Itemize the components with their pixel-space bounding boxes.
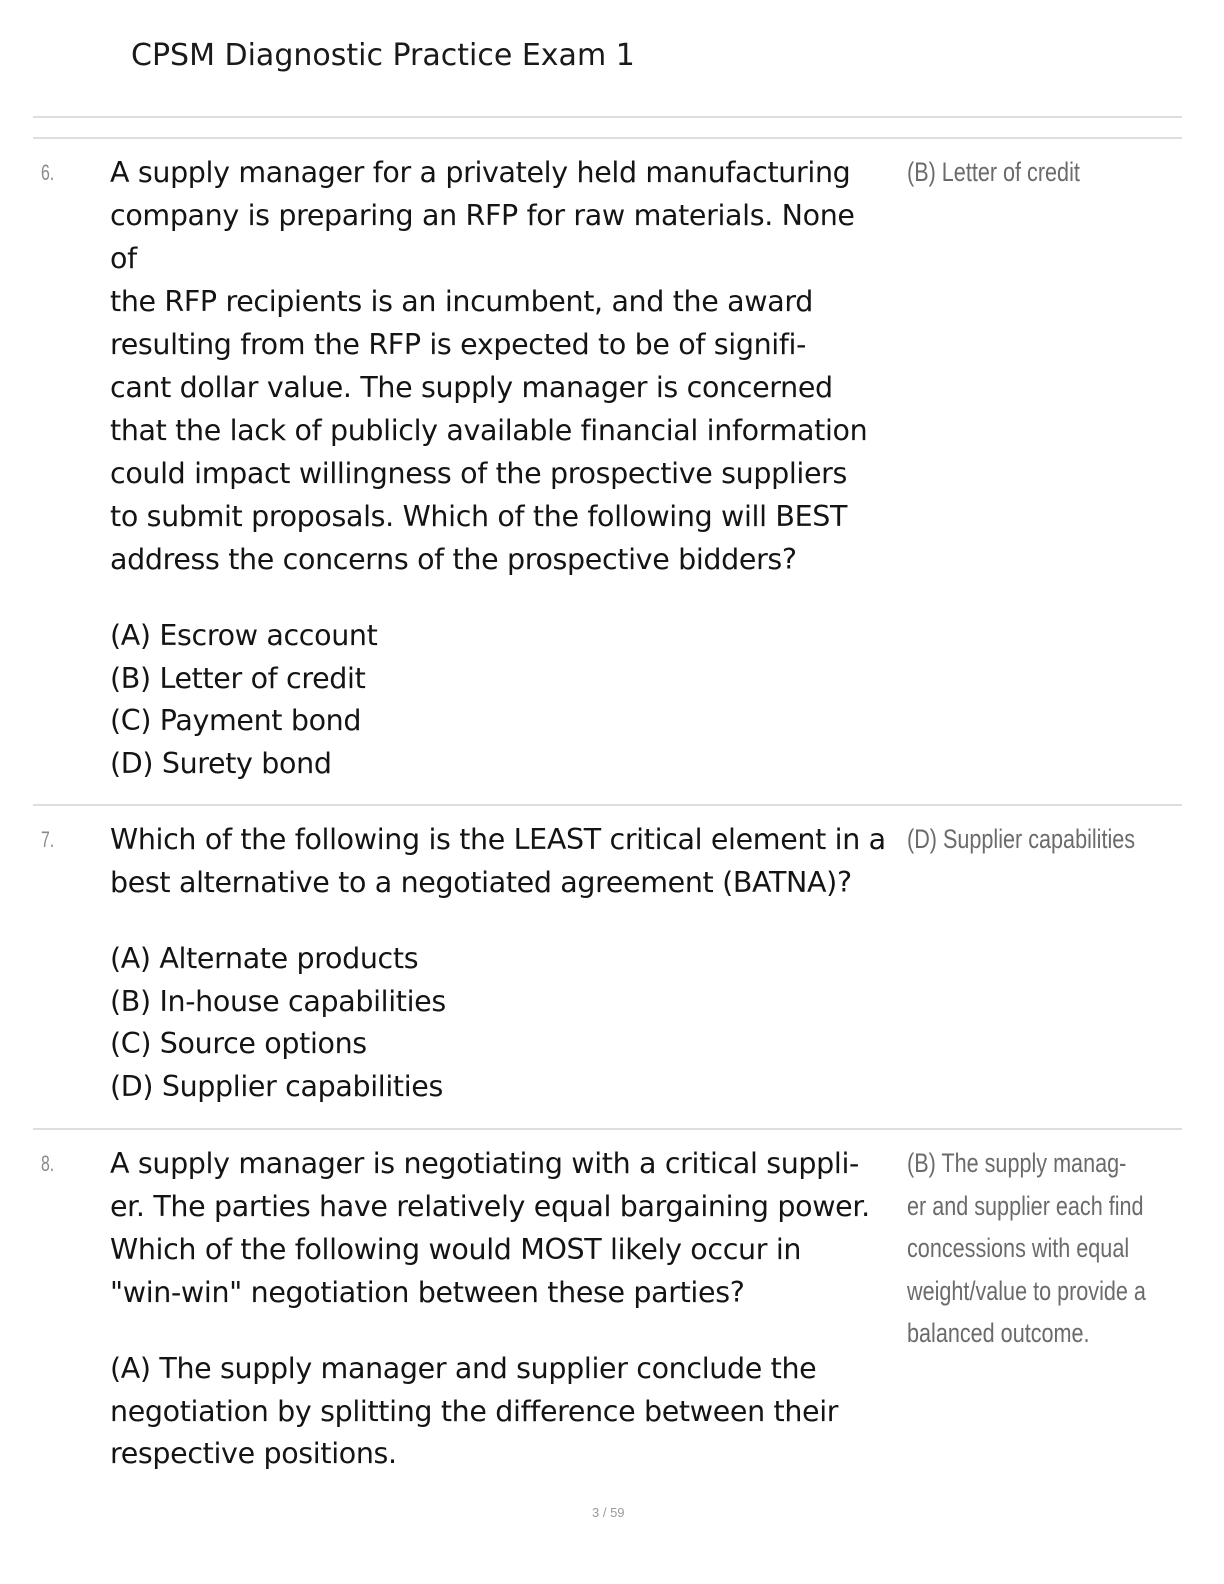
question-text-line: er. The parties have relatively equal bargaining power. xyxy=(110,1190,870,1223)
option-a: (A) The supply manager and supplier conclude the xyxy=(110,1352,817,1385)
question-text-line: Which of the following would MOST likely occur in xyxy=(110,1233,802,1266)
question-text-line: Which of the following is the LEAST critical element in a xyxy=(110,823,886,856)
correct-answer-line: er and supplier each find xyxy=(907,1190,1144,1221)
header-divider-secondary xyxy=(33,137,1182,139)
correct-answer-line: (B) Letter of credit xyxy=(907,157,1080,187)
correct-answer xyxy=(907,818,1197,861)
correct-answer xyxy=(907,1142,1197,1355)
question-text xyxy=(110,818,900,904)
option-d: (D) Supplier capabilities xyxy=(110,1069,443,1103)
question-text-line: best alternative to a negotiated agreement (BATNA)? xyxy=(110,866,852,899)
question-text-line: could impact willingness of the prospective suppliers xyxy=(110,457,848,490)
question-text-line: "win-win" negotiation between these parties? xyxy=(110,1276,745,1309)
question-text xyxy=(110,151,900,581)
option-a: (A) Escrow account xyxy=(110,619,378,652)
correct-answer-line: (B) The supply manag- xyxy=(907,1148,1127,1178)
header-divider xyxy=(33,116,1182,118)
option-b: (B) In-house capabilities xyxy=(110,984,446,1018)
page-number: 3 / 59 xyxy=(592,1505,625,1520)
question-divider xyxy=(33,1128,1182,1130)
option-a-continued: negotiation by splitting the difference between their xyxy=(110,1394,839,1428)
question-text-line: resulting from the RFP is expected to be of signifi- xyxy=(110,328,807,361)
question-number: 8. xyxy=(41,1151,55,1176)
question-text-line: cant dollar value. The supply manager is concerned xyxy=(110,371,833,404)
question-text-line: that the lack of publicly available financial information xyxy=(110,414,868,447)
correct-answer-line: (D) Supplier capabilities xyxy=(907,824,1136,854)
correct-answer-line: concessions with equal xyxy=(907,1233,1130,1263)
option-a: (A) Alternate products xyxy=(110,942,419,975)
answer-options xyxy=(110,615,900,785)
page-title: CPSM Diagnostic Practice Exam 1 xyxy=(131,38,635,73)
question-text xyxy=(110,1142,900,1314)
correct-answer-line: balanced outcome. xyxy=(907,1318,1090,1348)
question-text-line: of xyxy=(110,242,137,275)
question-number: 6. xyxy=(41,160,55,185)
correct-answer-line: weight/value to provide a xyxy=(907,1275,1146,1306)
question-text-line: A supply manager is negotiating with a critical suppli- xyxy=(110,1147,859,1180)
question-text-line: address the concerns of the prospective bidders? xyxy=(110,543,797,576)
correct-answer xyxy=(907,151,1197,194)
option-c: (C) Payment bond xyxy=(110,704,362,737)
question-text-line: A supply manager for a privately held manufacturing xyxy=(110,156,851,189)
question-number: 7. xyxy=(41,827,55,852)
answer-options xyxy=(110,938,900,1108)
answer-options xyxy=(110,1348,900,1476)
question-text-line: company is preparing an RFP for raw materials. None xyxy=(110,199,855,232)
option-a-continued: respective positions. xyxy=(110,1437,397,1470)
question-text-line: the RFP recipients is an incumbent, and the award xyxy=(110,285,813,318)
option-c: (C) Source options xyxy=(110,1027,367,1060)
question-text-line: to submit proposals. Which of the following will BEST xyxy=(110,500,848,533)
option-b: (B) Letter of credit xyxy=(110,661,366,695)
question-divider xyxy=(33,804,1182,806)
option-d: (D) Surety bond xyxy=(110,746,332,780)
